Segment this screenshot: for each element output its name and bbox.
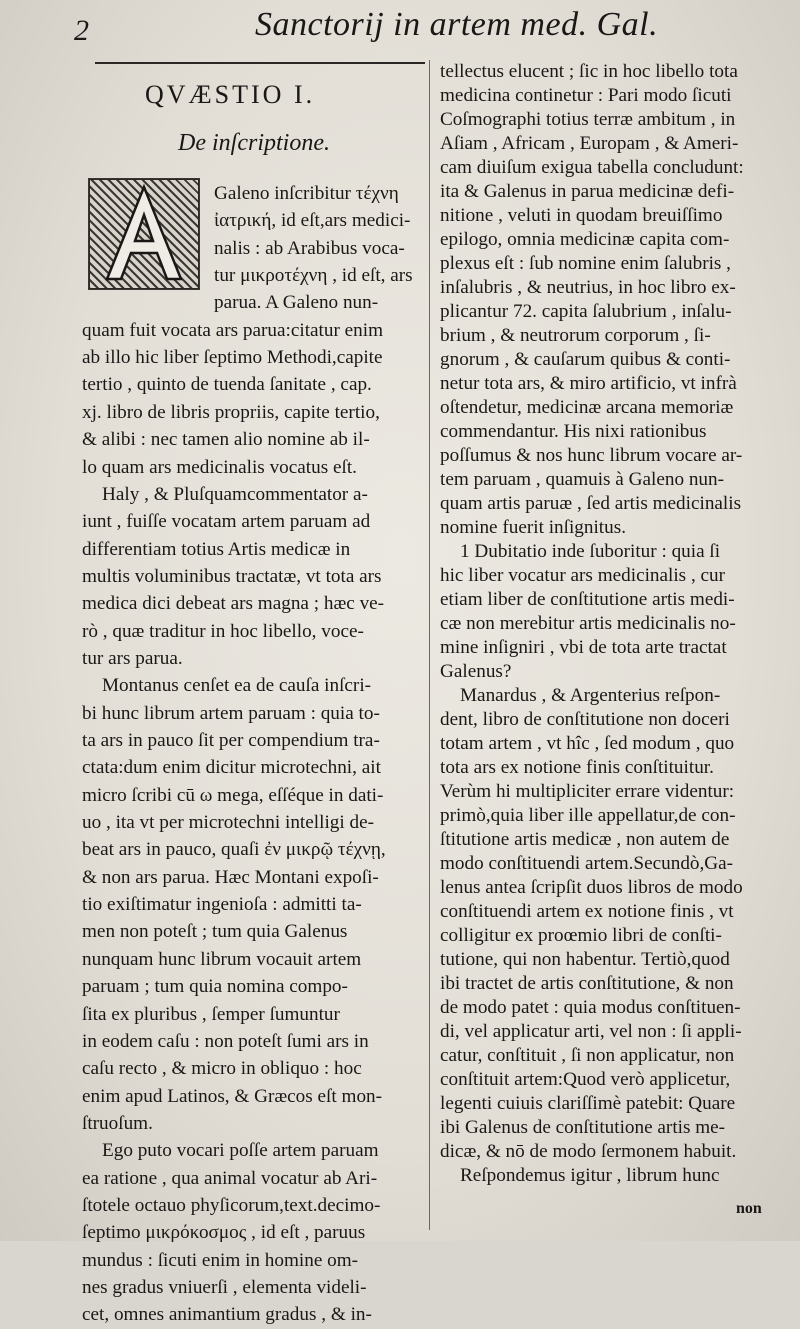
question-subtitle: De inſcriptione. [178,130,330,156]
text-line: primò,quia liber ille appellatur,de con- [440,805,736,826]
text-line: paruam ; tum quia nomina compo- [82,976,348,998]
text-line: Verùm hi multipliciter errare videntur: [440,781,735,802]
text-line: modo conſtituendi artem.Secundò,Ga- [440,853,734,874]
text-line: parua. A Galeno nun- [214,292,379,314]
text-line: medicina continetur : Pari modo ſicuti [440,85,732,106]
text-line: ἰατρική, id eſt,ars medici- [214,210,411,232]
text-line: ſtruoſum. [82,1112,153,1134]
text-line: iunt , fuiſſe vocatam artem paruam ad [82,511,371,533]
catchword: non [736,1200,762,1217]
text-line: quam artis paruæ , ſed artis medicinalis [440,493,742,514]
text-line: enim apud Latinos, & Græcos eſt mon- [82,1085,383,1107]
text-line: etiam liber de conſtitutione artis medi- [440,589,735,610]
text-line: plexus eſt : ſub nomine enim ſalubris , [440,253,731,274]
text-line: tur ars parua. [82,647,183,669]
text-line: colligitur ex proœmio libri de conſti- [440,925,722,946]
text-line: nunquam hunc librum vocauit artem [82,948,362,970]
text-line: medica dici debeat ars magna ; hæc ve- [82,593,385,615]
text-line: conſtituendi artem ex notione finis , vt [440,901,734,922]
text-line: differentiam totius Artis medicæ in [82,538,351,560]
page-number: 2 [74,14,89,47]
text-line: beat ars in pauco, quaſi ἐν μικρῷ τέχνῃ, [82,839,386,861]
text-line: catur, conſtituit , ſi non applicatur, non [440,1045,735,1066]
text-line: ſeptimo μικρόκοσμος , id eſt , paruus [82,1222,366,1244]
text-line: ea ratione , qua animal vocatur ab Ari- [82,1167,378,1189]
text-line: tertio , quinto de tuenda ſanitate , cap. [82,374,372,396]
text-line: multis voluminibus tractatæ, vt tota ars [82,565,382,587]
text-line: & non ars parua. Hæc Montani expoſi- [82,866,379,888]
text-line: dent, libro de conſtitutione non doceri [440,709,730,730]
text-line: micro ſcribi cū ω mega, eſſéque in dati- [82,784,384,806]
text-line: lo quam ars medicinalis vocatus eſt. [82,456,357,478]
text-line: commendantur. His nixi rationibus [440,421,707,442]
text-line: rò , quæ traditur in hoc libello, voce- [82,620,364,642]
text-line: totam artem , vt hîc , ſed modum , quo [440,733,735,754]
text-line: brium , & neutrorum corporum , ſi- [440,325,711,346]
text-line: nes gradus vniuerſi , elementa videli- [82,1277,367,1298]
text-line: caſu recto , & micro in obliquo : hoc [82,1058,362,1080]
text-line: ibi tractet de artis conſtitutione, & non [440,973,734,994]
text-line: tem paruam , quamuis à Galeno nun- [440,469,724,490]
text-line: bi hunc librum artem paruam : quia to- [82,702,380,724]
text-line: hic liber vocatur ars medicinalis , cur [440,565,726,586]
text-line: ſtotele octauo phyſicorum,text.decimo- [82,1194,381,1216]
text-line: conſtituit artem:Quod verò applicetur, [440,1069,731,1090]
text-line: nitione , veluti in quodam breuiſſimo [440,205,723,226]
question-title: QVÆSTIO I. [145,80,316,109]
text-line: Coſmographi totius terræ ambitum , in [440,109,736,130]
text-line: tota ars ex notione finis conſtituitur. [440,757,714,778]
header-rule [95,62,425,64]
text-line: cam diuiſum exigua tabella concludunt: [440,157,744,178]
text-line: ibi Galenus de conſtitutione artis me- [440,1117,726,1138]
text-line: inſalubris , & neutrius, in hoc libro ex- [440,277,736,298]
text-line: gnorum , & cauſarum quibus & conti- [440,349,731,370]
text-line: Aſiam , Africam , Europam , & Ameri- [440,133,739,154]
text-line: ſita ex pluribus , ſemper ſumuntur [82,1003,340,1025]
text-line: ſtitutione artis medicæ , non autem de [440,829,730,850]
text-line: ab illo hic liber ſeptimo Methodi,capite [82,347,383,369]
text-line: tio exiſtimatur ingenioſa : admitti ta- [82,894,362,916]
text-line: Manardus , & Argenterius reſpon- [460,685,721,706]
text-line: mundus : ſicuti enim in homine om- [82,1249,359,1271]
text-line: Galenus? [440,661,512,682]
text-line: nomine fuerit inſignitus. [440,517,626,538]
running-head: Sanctorij in artem med. Gal. [255,6,659,43]
text-line: mine inſigniri , vbi de tota arte tractat [440,637,727,658]
text-line: Montanus cenſet ea de cauſa inſcri- [102,675,372,697]
text-line: ctata:dum enim dicitur microtechni, ait [82,757,381,779]
decorated-initial-art [89,179,199,289]
text-line: tellectus elucent ; ſic in hoc libello tota [440,61,738,82]
text-line: 1 Dubitatio inde ſuboritur : quia ſi [460,541,721,562]
text-line: tutione, qui non habentur. Tertiò,quod [440,949,730,970]
text-line: quam fuit vocata ars parua:citatur enim [82,319,384,341]
column-divider [429,60,430,1230]
text-line: Haly , & Pluſquamcommentator a- [102,483,368,505]
text-line: Reſpondemus igitur , librum hunc [460,1165,720,1186]
text-line: cet, omnes animantium gradus , & in- [82,1304,372,1326]
text-line: tur μικροτέχνη , id eſt, ars [214,265,413,287]
text-line: ita & Galenus in parua medicinæ defi- [440,181,735,202]
text-line: nalis : ab Arabibus voca- [214,237,405,259]
text-line: & alibi : nec tamen alio nomine ab il- [82,429,370,451]
text-line: men non poteſt ; tum quia Galenus [82,921,348,943]
text-line: in eodem caſu : non poteſt ſumi ars in [82,1030,369,1052]
text-line: Ego puto vocari poſſe artem paruam [102,1140,379,1162]
text-line: dicæ, & nō de modo ſermonem habuit. [440,1141,737,1162]
text-line: epilogo, omnia medicinæ capita com- [440,229,730,250]
text-line: xj. libro de libris propriis, capite tertio, [82,401,380,423]
text-line: Galeno inſcribitur τέχνη [214,183,399,204]
text-line: cæ non merebitur artis medicinalis no- [440,613,736,634]
text-line: lenus antea ſcripſit duos libros de modo [440,877,743,898]
text-line: ta ars in pauco ſit per compendium tra- [82,730,380,751]
text-line: oſtendetur, medicinæ arcana memoriæ [440,397,734,418]
text-line: uo , ita vt per microtechni intelligi de- [82,812,374,834]
text-line: plicantur 72. capita ſalubrium , inſalu- [440,301,732,322]
text-line: legenti cuiuis clariſſimè patebit: Quare [440,1093,736,1114]
decorated-initial [88,178,200,290]
text-line: di, vel applicatur arti, vel non : ſi appli- [440,1021,742,1042]
text-line: poſſumus & nos hunc librum vocare ar- [440,445,743,466]
text-line: netur tota ars, & miro artificio, vt infrà [440,373,737,394]
text-line: de modo patet : quia modus conſtituen- [440,997,741,1018]
